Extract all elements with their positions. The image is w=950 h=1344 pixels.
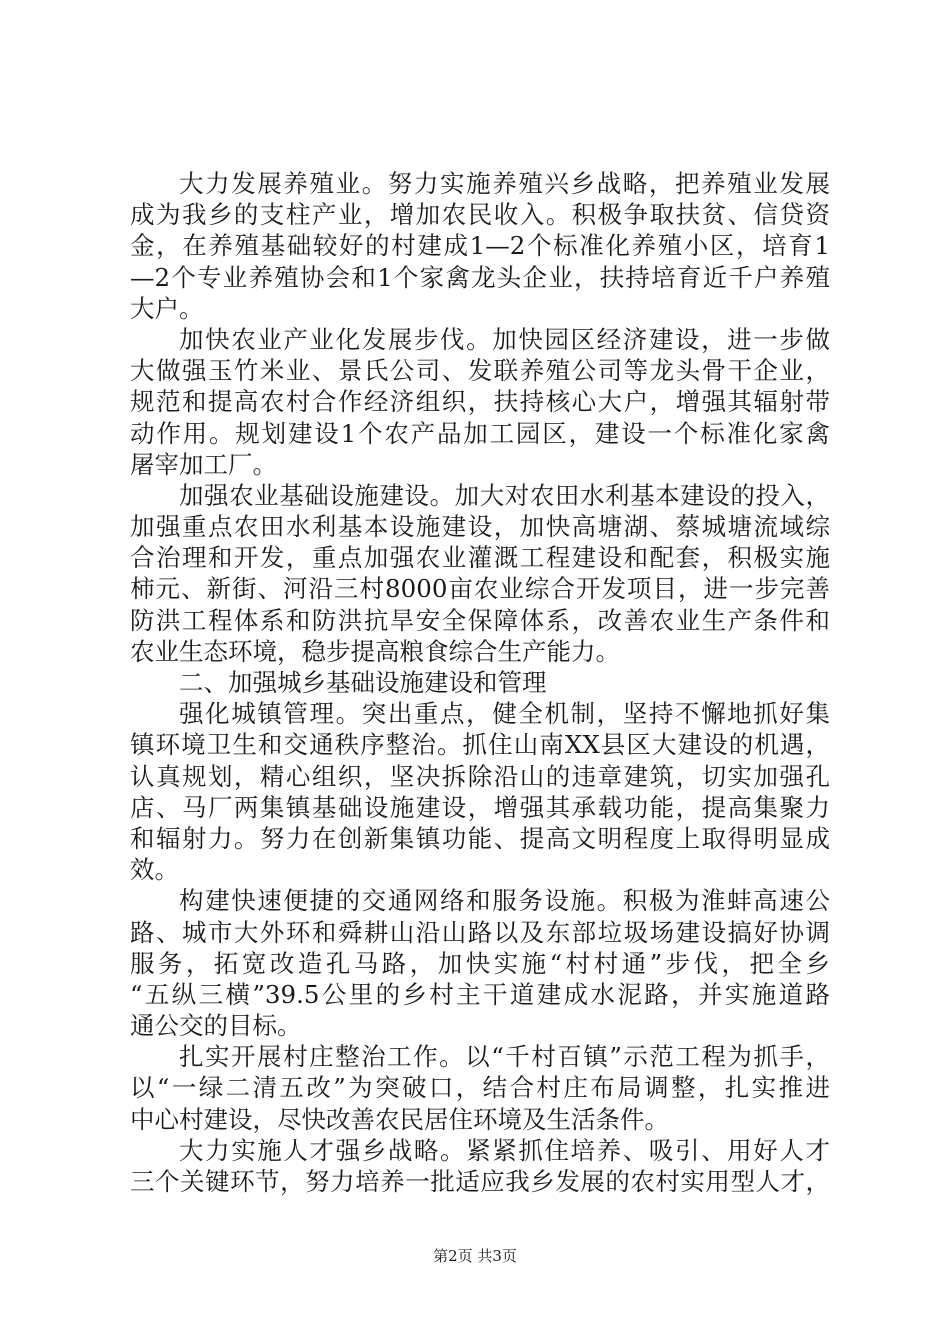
text-line: 通公交的目标。 <box>130 1011 302 1041</box>
page-footer: 第2页 共3页 <box>433 1247 517 1265</box>
text-line: 服务，拓宽改造孔马路，加快实施“村村通”步伐，把全乡 <box>130 948 830 978</box>
text-line: 柿元、新街、河沿三村8000亩农业综合开发项目，进一步完善 <box>130 574 830 604</box>
text-line: 加强重点农田水利基本设施建设，加快高塘湖、蔡城塘流域综 <box>130 512 830 542</box>
text-line: 金，在养殖基础较好的村建成1—2个标准化养殖小区，培育1 <box>130 231 830 261</box>
text-line: 中心村建设，尽快改善农民居住环境及生活条件。 <box>130 1104 669 1134</box>
text-line: 加快农业产业化发展步伐。加快园区经济建设，进一步做 <box>179 324 830 354</box>
text-line: 规范和提高农村合作经济组织，扶持核心大户，增强其辐射带 <box>130 387 830 417</box>
text-line: 农业生态环境，稳步提高粮食综合生产能力。 <box>130 636 620 666</box>
text-line: —2个专业养殖协会和1个家禽龙头企业，扶持培育近千户养殖 <box>130 262 830 292</box>
text-line: 大做强玉竹米业、景氏公司、发联养殖公司等龙头骨干企业， <box>130 356 830 386</box>
text-line: 二、加强城乡基础设施建设和管理 <box>179 668 547 697</box>
text-line: 防洪工程体系和防洪抗旱安全保障体系，改善农业生产条件和 <box>130 605 830 635</box>
text-line: 成为我乡的支柱产业，增加农民收入。积极争取扶贫、信贷资 <box>130 200 830 230</box>
text-line: 动作用。规划建设1个农产品加工园区，建设一个标准化家禽 <box>130 418 830 448</box>
text-line: 三个关键环节，努力培养一批适应我乡发展的农村实用型人才， <box>130 1167 830 1196</box>
document-body <box>130 168 830 1197</box>
text-line: 店、马厂两集镇基础设施建设，增强其承载功能，提高集聚力 <box>130 792 830 822</box>
text-line: 加强农业基础设施建设。加大对农田水利基本建设的投入， <box>179 480 830 510</box>
text-line: 路、城市大外环和舜耕山沿山路以及东部垃圾场建设搞好协调 <box>130 917 830 947</box>
text-line: 效。 <box>130 855 179 885</box>
text-line: 合治理和开发，重点加强农业灌溉工程建设和配套，积极实施 <box>130 543 830 573</box>
text-line: 构建快速便捷的交通网络和服务设施。积极为淮蚌高速公 <box>179 886 830 916</box>
text-line: 以“一绿二清五改”为突破口，结合村庄布局调整，扎实推进 <box>130 1073 830 1103</box>
text-line: 大力发展养殖业。努力实施养殖兴乡战略，把养殖业发展 <box>179 169 830 198</box>
text-line: 和辐射力。努力在创新集镇功能、提高文明程度上取得明显成 <box>130 823 830 853</box>
text-line: 扎实开展村庄整治工作。以“千村百镇”示范工程为抓手， <box>179 1042 830 1072</box>
text-line: 强化城镇管理。突出重点，健全机制，坚持不懈地抓好集 <box>179 699 830 729</box>
text-line: 认真规划，精心组织，坚决拆除沿山的违章建筑，切实加强孔 <box>130 761 830 791</box>
text-line: “五纵三横”39.5公里的乡村主干道建成水泥路，并实施道路 <box>130 979 830 1009</box>
text-line: 屠宰加工厂。 <box>130 449 277 479</box>
text-line: 镇环境卫生和交通秩序整治。抓住山南XX县区大建设的机遇， <box>130 730 830 760</box>
text-line: 大力实施人才强乡战略。紧紧抓住培养、吸引、用好人才 <box>179 1135 830 1165</box>
text-line: 大户。 <box>130 293 204 323</box>
